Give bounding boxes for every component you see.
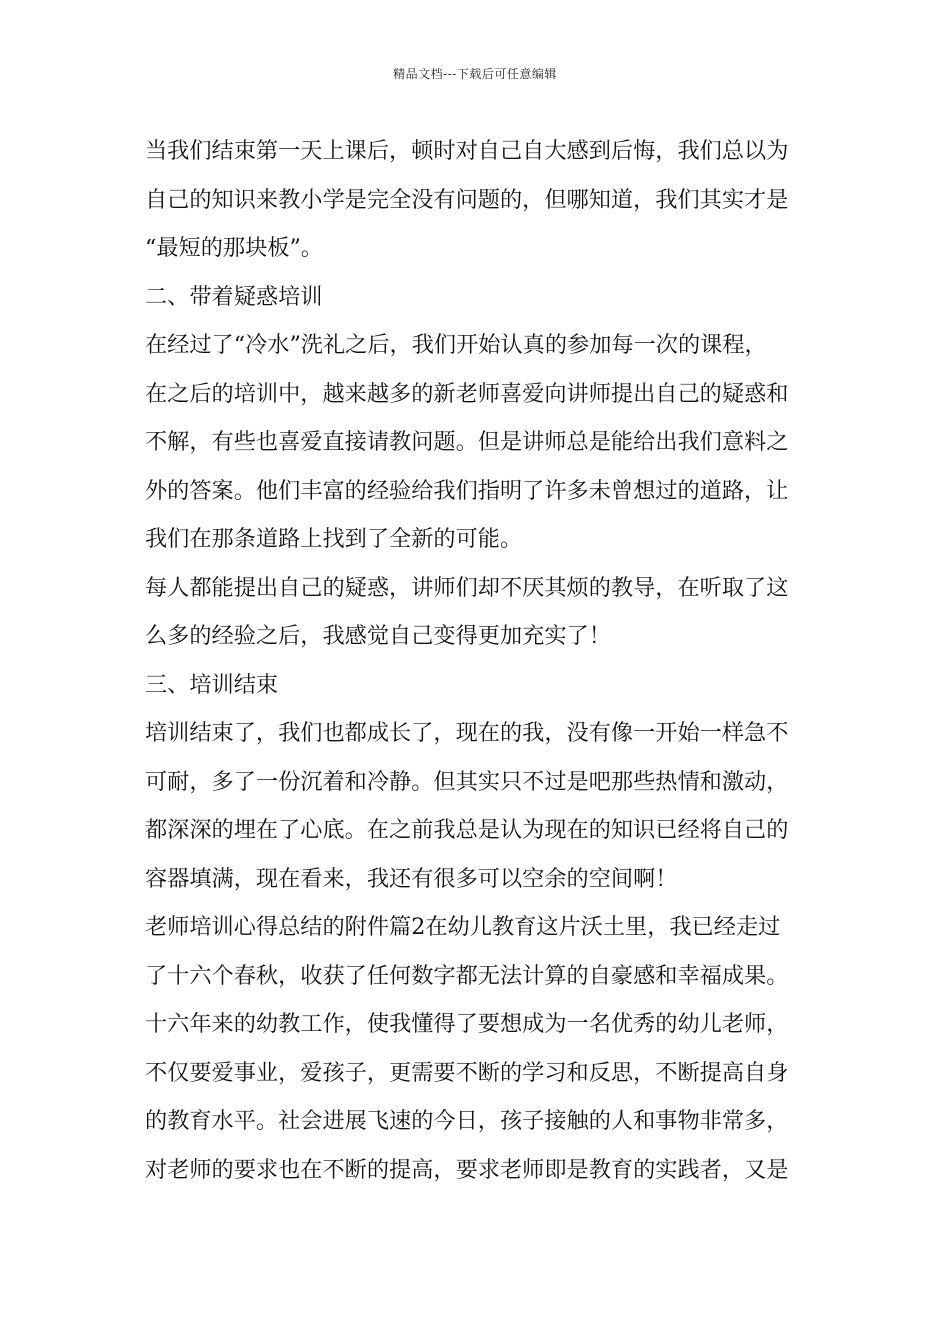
text-line: 每人都能提出自己的疑惑，讲师们却不厌其烦的教导，在听取了这 — [145, 574, 789, 601]
text-line: 对老师的要求也在不断的提高，要求老师即是教育的实践者，又是 — [145, 1156, 789, 1183]
text-line: 十六年来的幼教工作，使我懂得了要想成为一名优秀的幼儿老师， — [145, 1011, 789, 1037]
text-line: 了十六个春秋，收获了任何数字都无法计算的自豪感和幸福成果。 — [145, 962, 789, 989]
text-line: 容器填满，现在看来，我还有很多可以空余的空间啊！ — [145, 865, 678, 892]
text-line: “最短的那块板”。 — [145, 235, 323, 261]
text-line: 不解，有些也喜爱直接请教问题。但是讲师总是能给出我们意料之 — [145, 429, 789, 455]
text-line: 的教育水平。社会进展飞速的今日，孩子接触的人和事物非常多， — [145, 1108, 789, 1134]
text-line: 在经过了“冷水”洗礼之后，我们开始认真的参加每一次的课程， — [145, 332, 767, 358]
text-line: 么多的经验之后，我感觉自己变得更加充实了！ — [145, 623, 611, 649]
text-line: 培训结束了，我们也都成长了，现在的我，没有像一开始一样急不 — [145, 720, 789, 746]
text-line: 当我们结束第一天上课后，顿时对自己自大感到后悔，我们总以为 — [145, 138, 789, 164]
page-header: 精品文档---下载后可任意编辑 — [393, 67, 557, 81]
text-line: 老师培训心得总结的附件篇2在幼儿教育这片沃土里，我已经走过 — [145, 914, 781, 940]
text-line: 在之后的培训中，越来越多的新老师喜爱向讲师提出自己的疑惑和 — [145, 380, 789, 407]
text-line: 外的答案。他们丰富的经验给我们指明了许多未曾想过的道路，让 — [145, 477, 789, 504]
text-line: 自己的知识来教小学是完全没有问题的，但哪知道，我们其实才是 — [145, 186, 789, 213]
text-line: 我们在那条道路上找到了全新的可能。 — [145, 526, 523, 552]
section-heading: 三、培训结束 — [145, 671, 279, 698]
text-line: 不仅要爱事业，爱孩子，更需要不断的学习和反思，不断提高自身 — [145, 1059, 789, 1086]
text-line: 都深深的埋在了心底。在之前我总是认为现在的知识已经将自己的 — [145, 817, 789, 843]
text-line: 可耐，多了一份沉着和冷静。但其实只不过是吧那些热情和激动， — [145, 768, 789, 795]
document-body — [145, 131, 810, 1198]
section-heading: 二、带着疑惑培训 — [145, 283, 323, 310]
